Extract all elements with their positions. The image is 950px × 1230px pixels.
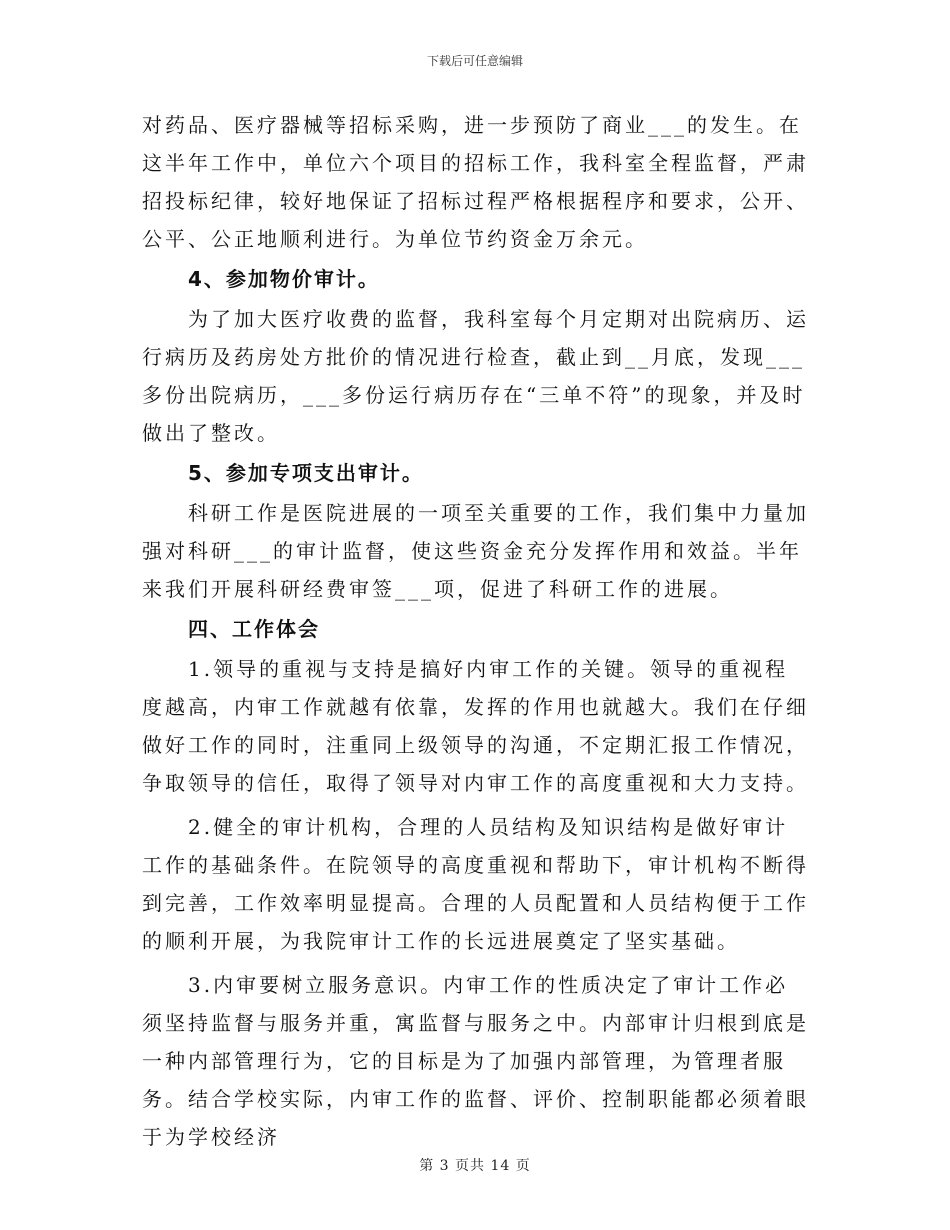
heading-work-experience: 四、工作体会 bbox=[188, 617, 320, 641]
paragraph-service-awareness: 3.内审要树立服务意识。内审工作的性质决定了审计工作必须坚持监督与服务并重，寓监督与服务之中。内部审计归根到底是一种内部管理行为，它的目标是为了加强内部管理，为管理者服务。结合学校实际，内审工作的监督、评价、控制职能都必须着眼于为学校经济 bbox=[142, 973, 809, 1149]
paragraph-price-audit: 为了加大医疗收费的监督，我科室每个月定期对出院病历、运行病历及药房处方批价的情况进行检查，截止到__月底，发现___多份出院病历，___多份运行病历存在“三单不符”的现象，并及时做出了整改。 bbox=[142, 307, 809, 445]
heading-price-audit: 4、参加物价审计。 bbox=[188, 267, 380, 291]
page-header: 下载后可任意编辑 bbox=[426, 54, 523, 68]
heading-special-expense-audit: 5、参加专项支出审计。 bbox=[188, 461, 424, 485]
page-number: 第 3 页共 14 页 bbox=[419, 1158, 531, 1174]
paragraph-procurement: 对药品、医疗器械等招标采购，进一步预防了商业___的发生。在这半年工作中，单位六个项目的招标工作，我科室全程监督，严肃招投标纪律，较好地保证了招标过程严格根据程序和要求，公开、公平、公正地顺利进行。为单位节约资金万余元。 bbox=[142, 113, 809, 251]
document-body bbox=[142, 106, 810, 1156]
paragraph-research-audit: 科研工作是医院进展的一项至关重要的工作，我们集中力量加强对科研___的审计监督，使这些资金充分发挥作用和效益。半年来我们开展科研经费审签___项，促进了科研工作的进展。 bbox=[142, 501, 809, 601]
paragraph-leadership-support: 1.领导的重视与支持是搞好内审工作的关键。领导的重视程度越高，内审工作就越有依靠，发挥的作用也就越大。我们在仔细做好工作的同时，注重同上级领导的沟通，不定期汇报工作情况，争取领导的信任，取得了领导对内审工作的高度重视和大力支持。 bbox=[142, 657, 809, 795]
paragraph-audit-organization: 2.健全的审计机构，合理的人员结构及知识结构是做好审计工作的基础条件。在院领导的高度重视和帮助下，审计机构不断得到完善，工作效率明显提高。合理的人员配置和人员结构便于工作的顺利开展，为我院审计工作的长远进展奠定了坚实基础。 bbox=[142, 815, 809, 953]
